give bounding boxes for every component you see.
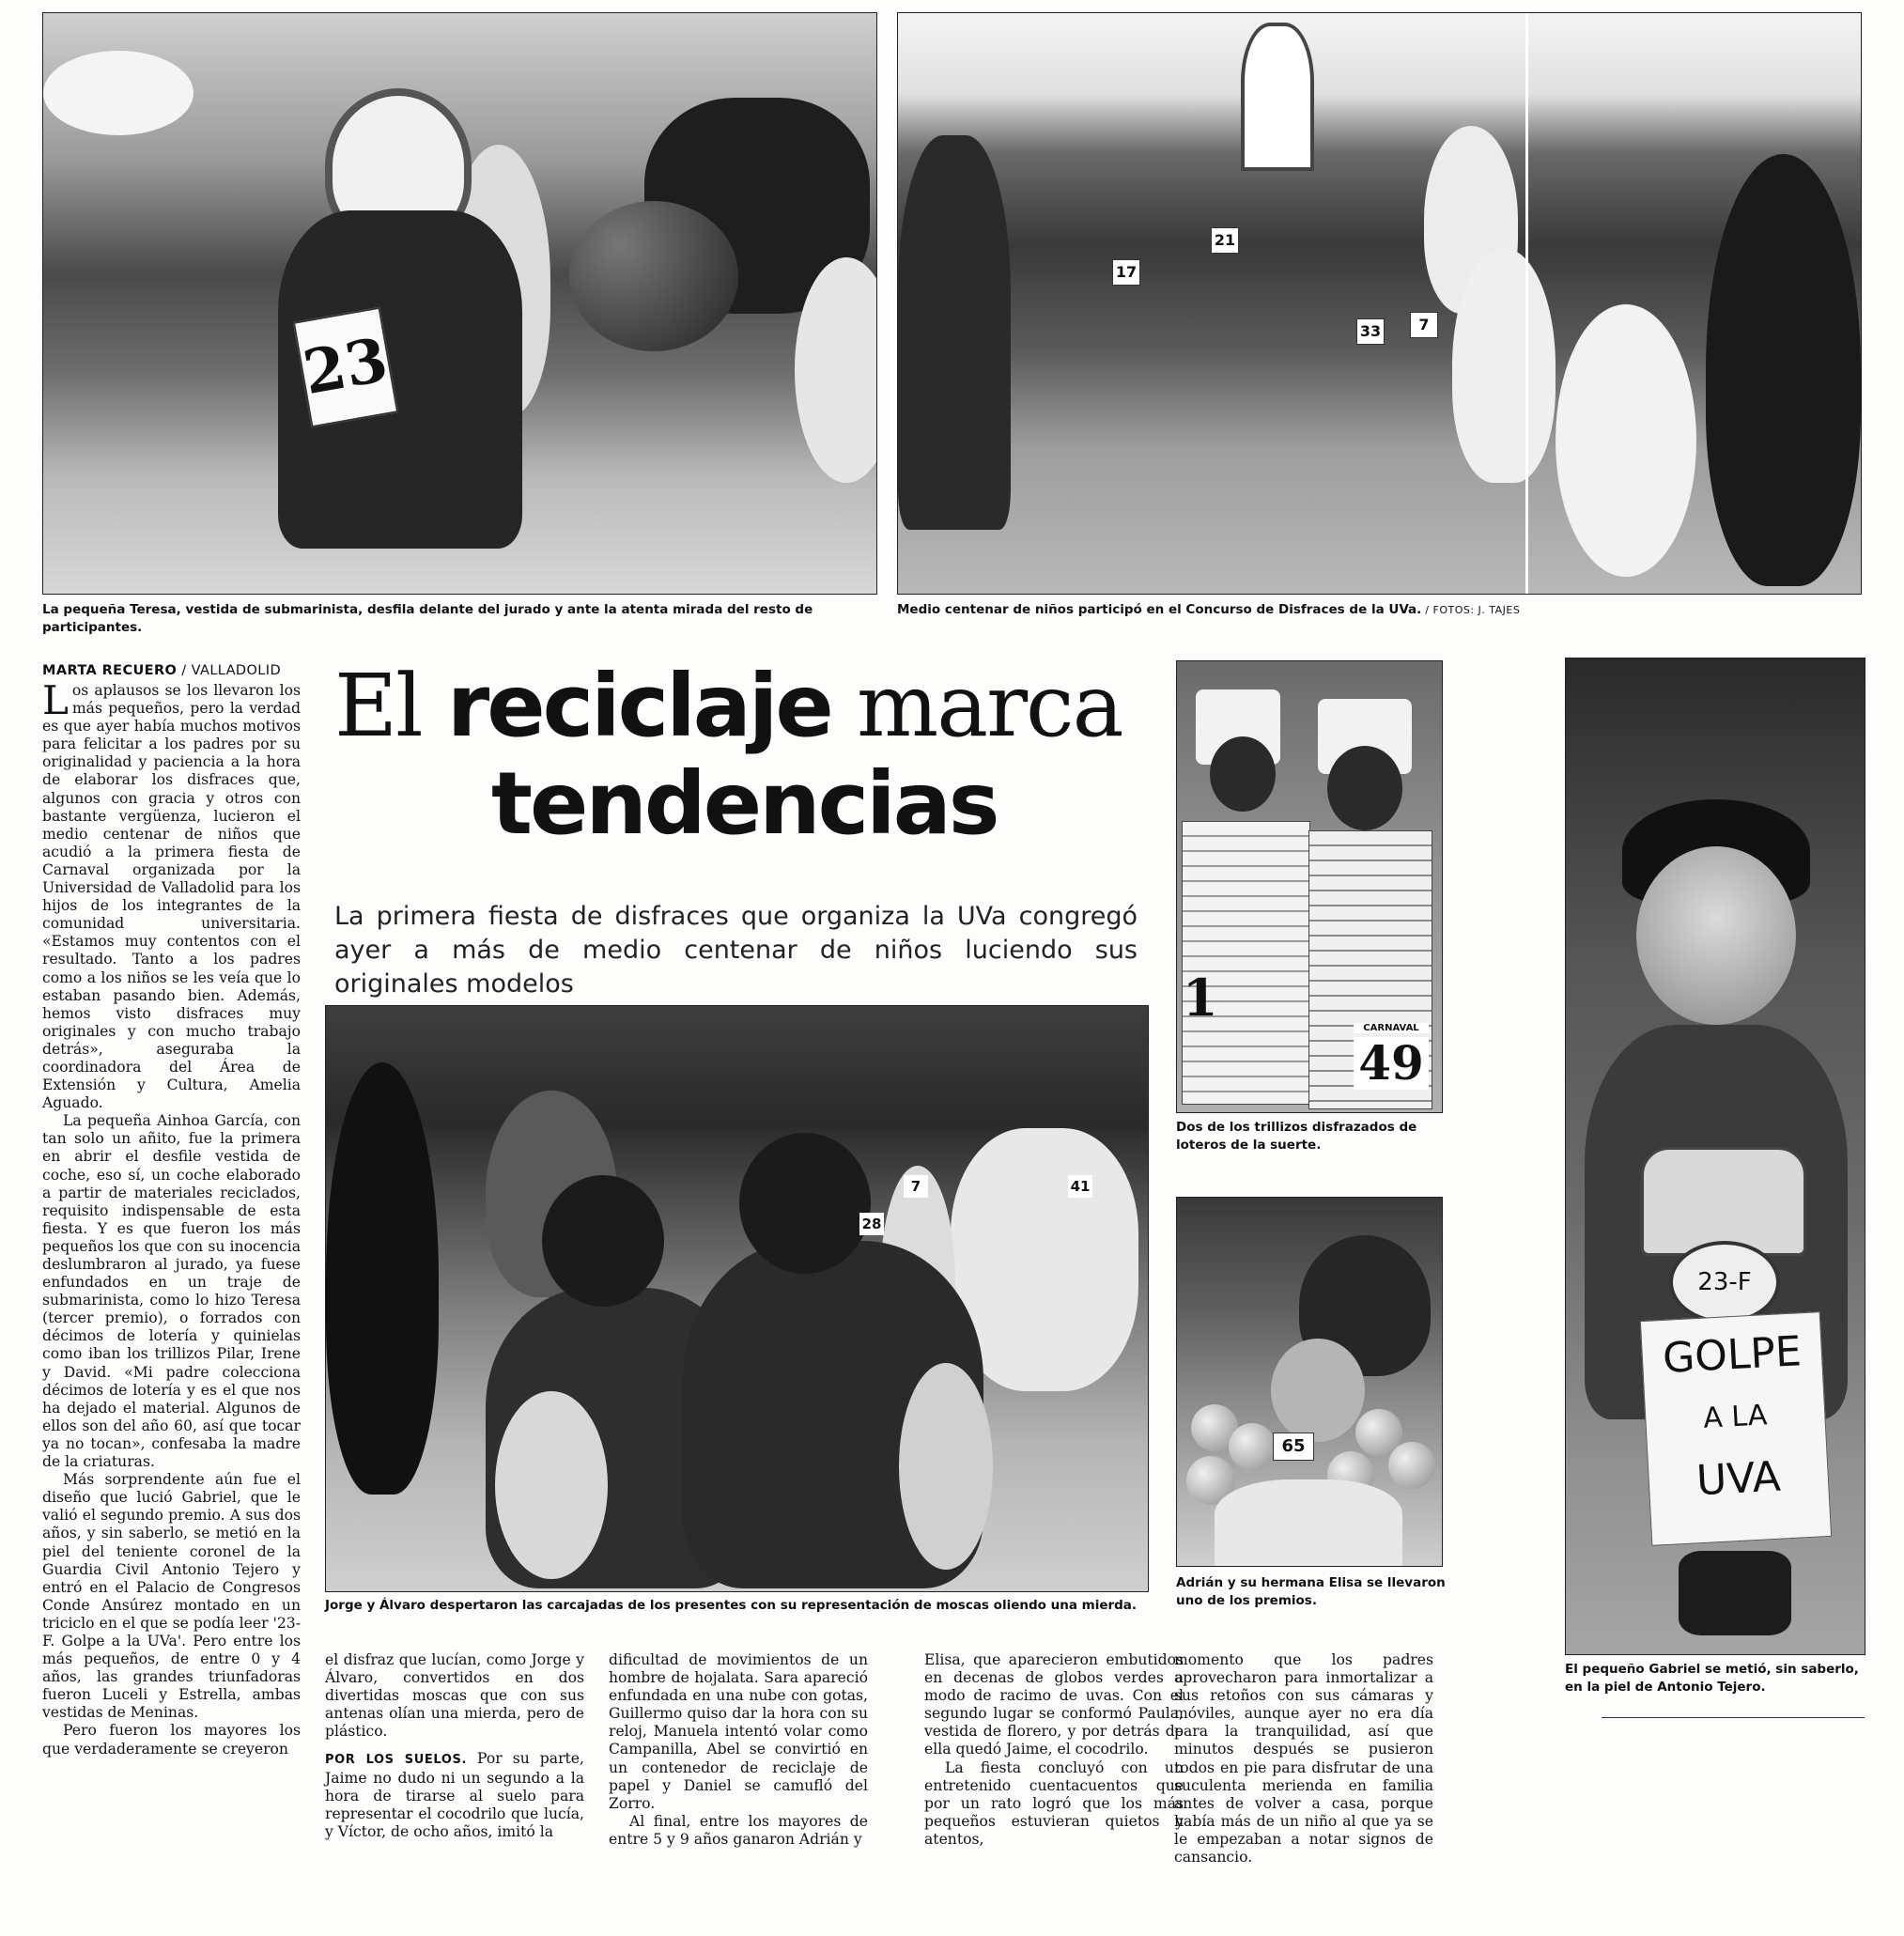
article-column-4	[924, 1651, 1184, 1849]
byline-author: MARTA RECUERO	[42, 663, 178, 678]
caption-text: Medio centenar de niños participó en el Concurso de Disfraces de la UVa.	[897, 602, 1422, 617]
sign-line: GOLPE	[1661, 1327, 1803, 1383]
article-column-5	[1174, 1651, 1433, 1866]
subhead: POR LOS SUELOS.	[325, 1753, 467, 1768]
photo-group-concurso	[897, 12, 1862, 595]
caption-moscas: Jorge y Álvaro despertaron las carcajadas de los presentes con su representación de moscas oliendo una mierda.	[325, 1598, 1138, 1613]
divider	[1602, 1717, 1865, 1718]
headline-word-bold: reciclaje	[446, 656, 831, 756]
sign-line: UVA	[1695, 1452, 1782, 1506]
paragraph: La pequeña Ainhoa García, con tan solo un añito, fue la primera en abrir el desfile vestida de coche, eso sí, un coche elaborado a partir de materiales reciclados, requisito indispensable de esta fiesta. Y es que fueron los más pequeños los que con su inocencia deslumbraron al jurado, ya fuese enfundados en un traje de submarinista, como lo hizo Teresa (tercer premio), o forrados con décimos de lotería y quinielas como iban los trillizos Pilar, Irene y David. «Mi padre colecciona décimos de lotería y es el que nos ha dejado el material. Algunos de ellos son del año 60, así que tocar ya no tocan», confesaba la madre de la criaturas.	[42, 1112, 301, 1471]
sign-text: CARNAVAL	[1354, 1023, 1429, 1033]
plate-text: 23-F	[1669, 1241, 1780, 1324]
dropcap: L	[42, 677, 69, 723]
bib-number: 28	[859, 1213, 884, 1235]
paragraph: dificultad de movimientos de un hombre de hojalata. Sara apareció enfundada en una nube con gotas, Guillermo quiso dar la hora con su reloj, Manuela intentó volar como Campanilla, Abel se convirtió en un contenedor de reciclaje de papel y Daniel se camufló del Zorro.	[609, 1651, 868, 1812]
photo-adrian-elisa	[1176, 1197, 1443, 1567]
bib-number: 7	[1410, 312, 1438, 338]
byline-separator: /	[177, 663, 192, 678]
paragraph: La fiesta concluyó con un entretenido cuentacuentos que por un rato logró que los más pequeños estuvieran quietos y atentos,	[924, 1758, 1184, 1848]
paragraph: el disfraz que lucían, como Jorge y Álvaro, convertidos en dos divertidas moscas que con sus antenas olían una mierda, pero de plástico.	[325, 1651, 584, 1741]
paragraph: os aplausos se los llevaron los más pequeños, pero la verdad es que ayer había muchos motivos para felicitar a los padres por su originalidad y paciencia a la hora de elaborar los disfraces que, algunos con gracia y otros con bastante vergüenza, lucieron el medio centenar de niños que acudió a la primera fiesta de Carnaval organizada por la Universidad de Valladolid para los hijos de los integrantes de la comunidad universitaria. «Estamos muy contentos con el resultado. Tanto a los padres como a los niños se les veía que lo estaban pasando bien. Además, hemos visto disfraces muy originales y con mucho trabajo detrás», aseguraba la coordinadora del Área de Extensión y Cultura, Amelia Aguado.	[42, 682, 301, 1112]
headline-word: El	[334, 656, 447, 756]
deck-subtitle: La primera fiesta de disfraces que organiza la UVa congregó ayer a más de medio centenar de niños luciendo sus originales modelos	[334, 902, 1138, 999]
article-column-2	[325, 1651, 584, 1841]
headline-line-1	[334, 658, 1161, 755]
sign-line: A LA	[1702, 1399, 1769, 1435]
caption-gabriel: El pequeño Gabriel se metió, sin saberlo, en la piel de Antonio Tejero.	[1565, 1662, 1859, 1695]
caption-teresa: La pequeña Teresa, vestida de submarinista, desfila delante del jurado y ante la atenta mirada del resto de participantes.	[42, 602, 813, 635]
paragraph: Pero fueron los mayores los que verdaderamente se creyeron	[42, 1722, 301, 1758]
photo-trillizos	[1176, 660, 1443, 1113]
bib-number: 23	[293, 307, 398, 428]
article-column-3	[609, 1651, 868, 1849]
article-column-1	[42, 677, 301, 1758]
headline-line-2	[334, 755, 1161, 853]
bib-number: 49	[1354, 1037, 1429, 1090]
photo-teresa-submarinista	[42, 12, 877, 595]
bib-number: 33	[1356, 318, 1385, 345]
paragraph: Por su parte, Jaime no dudo ni un segundo a la hora de tirarse al suelo para representar el cocodrilo que lucía, y Víctor, de ocho años, imitó la	[325, 1750, 584, 1840]
bib-number: 65	[1273, 1433, 1314, 1461]
golpe-sign	[1640, 1311, 1832, 1546]
bib-number: 7	[904, 1175, 928, 1198]
paragraph: Elisa, que aparecieron embutidos en decenas de globos verdes a modo de racimo de uvas. Con el segundo lugar se conformó Paula, vestida de florero, y por detrás de ella quedó Jaime, el cocodrilo.	[924, 1651, 1184, 1758]
caption-adrian-elisa: Adrián y su hermana Elisa se llevaron uno de los premios.	[1176, 1575, 1446, 1608]
paragraph: Más sorprendente aún fue el diseño que lució Gabriel, que le valió el segundo premio. A sus dos años, y sin saberlo, se metió en la piel del teniente coronel de la Guardia Civil Antonio Tejero y entró en el Palacio de Congresos Conde Ansúrez montado en un triciclo en el que se podía leer '23-F. Golpe a la UVa'. Pero entre los más pequeños, de entre 0 y 4 años, las grandes triunfadoras fueron Luceli y Estrella, ambas vestidas de Meninas.	[42, 1471, 301, 1722]
bib-number: 41	[1068, 1175, 1092, 1198]
byline	[42, 663, 281, 678]
paragraph: momento que los padres aprovecharon para inmortalizar a sus retoños con sus cámaras y móviles, aunque ayer no era día para la tranquilidad, así que minutos después se pusieron todos en pie para disfrutar de una suculenta merienda en familia antes de volver a casa, porque había más de un niño al que ya se le empezaban a notar signos de cansancio.	[1174, 1651, 1433, 1866]
byline-place: VALLADOLID	[191, 663, 282, 678]
caption-trillizos: Dos de los trillizos disfrazados de loteros de la suerte.	[1176, 1120, 1417, 1153]
bib-number: 17	[1112, 259, 1140, 286]
headline-word-bold: tendencias	[491, 753, 998, 854]
headline	[334, 658, 1161, 853]
bib-number: 1	[1183, 968, 1218, 1028]
paragraph: Al final, entre los mayores de entre 5 y 9 años ganaron Adrián y	[609, 1812, 868, 1848]
bib-number: 21	[1211, 227, 1239, 254]
photo-gabriel	[1565, 658, 1865, 1655]
photo-moscas	[325, 1005, 1149, 1592]
headline-word: marca	[830, 656, 1122, 756]
caption-group	[897, 601, 1860, 619]
photo-credit: / FOTOS: J. TAJES	[1421, 604, 1521, 616]
